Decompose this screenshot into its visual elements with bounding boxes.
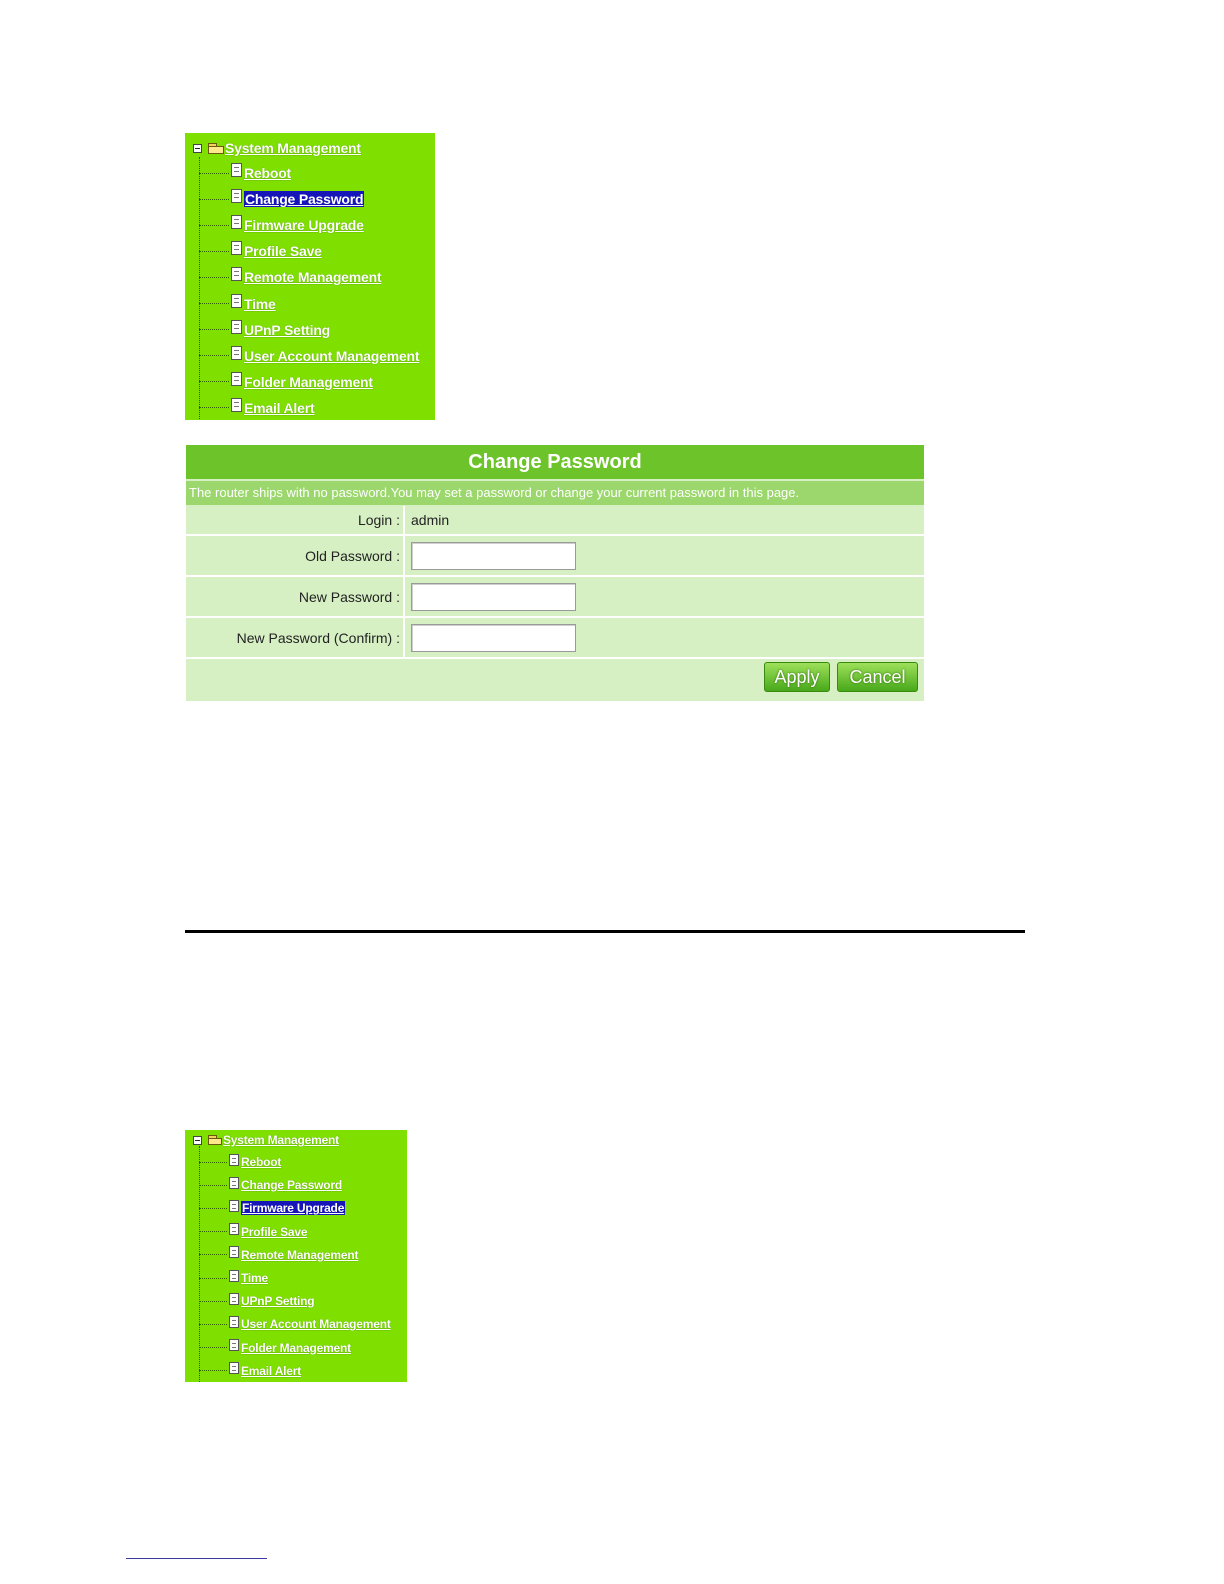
tree-root-link[interactable]: System Management [225, 140, 361, 156]
page-icon [229, 1339, 239, 1351]
page-icon [229, 1293, 239, 1305]
new-password-label: New Password : [186, 577, 405, 616]
tree-root-link[interactable]: System Management [223, 1133, 339, 1147]
tree-item [199, 1316, 391, 1332]
tree-branch-line [199, 1254, 227, 1255]
page-icon [231, 189, 242, 203]
confirm-password-label: New Password (Confirm) : [186, 618, 405, 657]
tree-item [199, 1270, 268, 1286]
menu-link-user-account-management[interactable]: User Account Management [244, 347, 420, 364]
page-icon [229, 1177, 239, 1189]
page-icon [231, 346, 242, 360]
page-icon [229, 1200, 239, 1212]
tree-root [193, 1132, 339, 1148]
new-password-input[interactable] [411, 583, 576, 611]
old-password-label: Old Password : [186, 536, 405, 575]
menu-link-firmware-upgrade[interactable]: Firmware Upgrade [244, 217, 364, 234]
confirm-password-cell [411, 618, 576, 657]
tree-item [199, 400, 314, 416]
tree-item [199, 1363, 301, 1379]
new-password-row [186, 577, 924, 618]
page-icon [229, 1270, 239, 1282]
tree-branch-line [199, 225, 229, 226]
tree-branch-line [199, 1231, 227, 1232]
menu-link-email-alert[interactable]: Email Alert [244, 399, 315, 416]
system-management-menu [185, 133, 435, 420]
confirm-password-row [186, 618, 924, 659]
page-icon [231, 398, 242, 412]
menu-link-upnp-setting[interactable]: UPnP Setting [244, 321, 331, 338]
tree-item [199, 296, 276, 312]
page-icon [229, 1154, 239, 1166]
menu-link-time[interactable]: Time [241, 1271, 268, 1285]
tree-item [199, 1293, 314, 1309]
menu-link-profile-save[interactable]: Profile Save [241, 1224, 308, 1239]
tree-branch-line [199, 303, 229, 304]
tree-branch-line [199, 277, 229, 278]
tree-item [199, 1247, 358, 1263]
tree-item [199, 165, 291, 181]
page-icon [231, 267, 242, 281]
tree-branch-line [199, 1208, 227, 1209]
page-icon [231, 215, 242, 229]
page-icon [231, 372, 242, 386]
login-label: Login : [186, 506, 405, 534]
menu-link-change-password[interactable]: Change Password [241, 1178, 343, 1193]
tree-item [199, 1177, 342, 1193]
tree-item [199, 1340, 351, 1356]
menu-link-folder-management[interactable]: Folder Management [241, 1340, 351, 1355]
menu-link-remote-management[interactable]: Remote Management [244, 269, 382, 286]
tree-item [199, 1154, 281, 1170]
tree-branch-line [199, 407, 229, 408]
tree-branch-line [199, 329, 229, 330]
page-icon [231, 320, 242, 334]
open-folder-icon [208, 143, 224, 154]
page-icon [231, 294, 242, 308]
tree-root [193, 138, 361, 158]
open-folder-icon [208, 1135, 222, 1145]
old-password-cell [411, 536, 576, 575]
tree-branch-line [199, 1347, 227, 1348]
menu-link-time[interactable]: Time [244, 295, 276, 312]
menu-link-change-password[interactable]: Change Password [245, 191, 364, 208]
menu-link-remote-management[interactable]: Remote Management [241, 1247, 359, 1262]
confirm-password-input[interactable] [411, 624, 576, 652]
tree-branch-line [199, 381, 229, 382]
collapse-icon[interactable] [193, 1136, 202, 1145]
page-icon [231, 241, 242, 255]
tree-branch-line [199, 1324, 227, 1325]
tree-item [199, 269, 381, 285]
tree-branch-line [199, 1370, 227, 1371]
apply-button[interactable]: Apply [764, 662, 830, 692]
tree-branch-line [199, 355, 229, 356]
cancel-button[interactable]: Cancel [837, 662, 918, 692]
tree-item [199, 1200, 345, 1216]
change-password-panel [186, 445, 924, 701]
tree-branch-line [199, 199, 229, 200]
login-value: admin [411, 512, 450, 528]
tree-branch-line [199, 1301, 227, 1302]
panel-title: Change Password [186, 445, 924, 479]
menu-link-email-alert[interactable]: Email Alert [241, 1363, 302, 1378]
menu-link-reboot[interactable]: Reboot [241, 1155, 282, 1169]
panel-description: The router ships with no password.You may set a password or change your current password in this page. [186, 481, 924, 505]
login-row [186, 506, 924, 536]
tree-branch-line [199, 251, 229, 252]
menu-link-upnp-setting[interactable]: UPnP Setting [241, 1294, 315, 1309]
tree-item [199, 217, 364, 233]
tree-item [199, 1224, 307, 1240]
collapse-icon[interactable] [193, 144, 202, 153]
tree-branch-line [199, 173, 229, 174]
menu-link-reboot[interactable]: Reboot [244, 165, 292, 181]
menu-link-user-account-management[interactable]: User Account Management [241, 1317, 391, 1332]
tree-item [199, 243, 322, 259]
page-icon [229, 1246, 239, 1258]
menu-link-firmware-upgrade[interactable]: Firmware Upgrade [242, 1201, 345, 1216]
new-password-cell [411, 577, 576, 616]
menu-link-folder-management[interactable]: Folder Management [244, 373, 373, 390]
page-icon [229, 1223, 239, 1235]
section-divider [185, 930, 1025, 933]
tree-item [199, 348, 419, 364]
system-management-menu-2 [185, 1130, 407, 1382]
tree-item [199, 322, 330, 338]
footnote-rule [126, 1558, 267, 1559]
old-password-row [186, 536, 924, 577]
page-icon [229, 1362, 239, 1374]
tree-branch-line [199, 1185, 227, 1186]
tree-item [199, 191, 364, 207]
tree-branch-line [199, 1162, 227, 1163]
old-password-input[interactable] [411, 542, 576, 570]
page-icon [229, 1316, 239, 1328]
menu-link-profile-save[interactable]: Profile Save [244, 243, 322, 260]
tree-item [199, 374, 373, 390]
tree-branch-line [199, 1278, 227, 1279]
page-icon [231, 163, 242, 177]
